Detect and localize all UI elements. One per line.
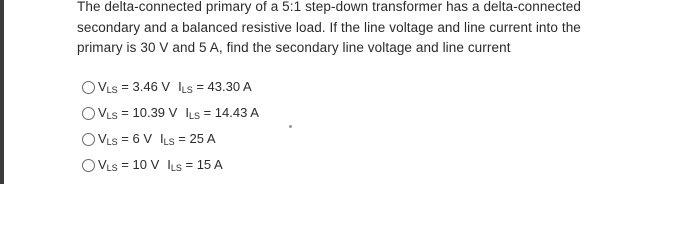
- current-subscript: LS: [188, 111, 200, 121]
- voltage-symbol: V: [98, 79, 107, 94]
- voltage-symbol: V: [98, 131, 107, 146]
- answer-options: [82, 74, 482, 178]
- current-value: = 25 A: [174, 131, 216, 146]
- question-line-2: secondary and a balanced resistive load. If the line voltage and line current into the: [77, 19, 581, 35]
- answer-option-2[interactable]: [82, 100, 482, 126]
- answer-option-label: [98, 157, 223, 173]
- question-text: [77, 0, 677, 59]
- answer-option-label: [98, 105, 259, 121]
- answer-option-1[interactable]: [82, 74, 482, 100]
- left-edge-bar: [0, 0, 4, 184]
- current-symbol: I: [167, 157, 171, 172]
- current-symbol: I: [160, 131, 164, 146]
- voltage-subscript: LS: [106, 111, 118, 121]
- voltage-value: = 10.39 V: [117, 105, 178, 120]
- radio-button[interactable]: [82, 159, 95, 172]
- radio-button[interactable]: [82, 133, 95, 146]
- current-value: = 14.43 A: [199, 105, 259, 120]
- radio-button[interactable]: [82, 81, 95, 94]
- voltage-symbol: V: [98, 157, 107, 172]
- voltage-subscript: LS: [106, 137, 118, 147]
- answer-option-4[interactable]: [82, 152, 482, 178]
- current-symbol: I: [178, 79, 182, 94]
- current-subscript: LS: [170, 163, 182, 173]
- answer-option-label: [98, 131, 216, 147]
- voltage-value: = 6 V: [117, 131, 153, 146]
- stray-dot: [289, 125, 292, 128]
- current-value: = 15 A: [181, 157, 223, 172]
- voltage-symbol: V: [98, 105, 107, 120]
- radio-button[interactable]: [82, 107, 95, 120]
- voltage-subscript: LS: [106, 85, 118, 95]
- voltage-subscript: LS: [106, 163, 118, 173]
- question-line-1: The delta-connected primary of a 5:1 step-down transformer has a delta-connected: [77, 0, 582, 14]
- current-symbol: I: [185, 105, 189, 120]
- current-subscript: LS: [181, 85, 193, 95]
- question-line-3: primary is 30 V and 5 A, find the secondary line voltage and line current: [77, 40, 511, 55]
- current-subscript: LS: [163, 137, 175, 147]
- voltage-value: = 3.46 V: [117, 79, 171, 94]
- voltage-value: = 10 V: [117, 157, 160, 172]
- answer-option-3[interactable]: [82, 126, 482, 152]
- answer-option-label: [98, 79, 252, 95]
- current-value: = 43.30 A: [192, 79, 252, 94]
